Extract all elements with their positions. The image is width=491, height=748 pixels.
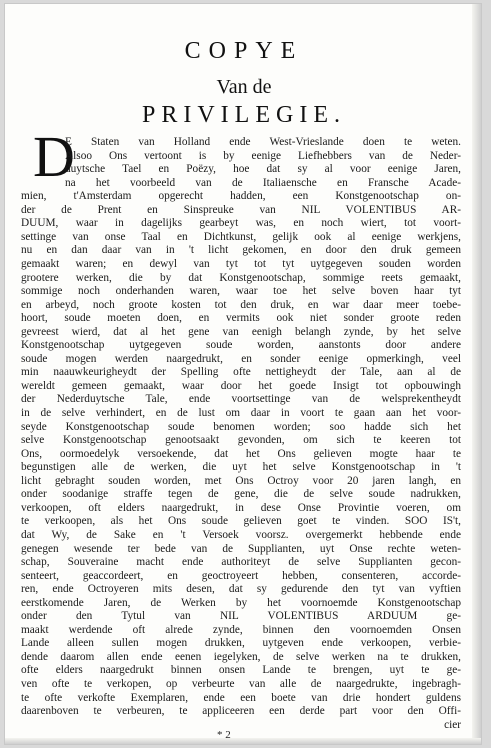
text-line: te ofte verkofte Exemplaren, ende een boete van drie hondert guldens (21, 691, 461, 704)
text-line: ren, ende Octroyeren mits desen, dat sy gedurende den tyt van vyftien (21, 583, 461, 596)
text-line: Alsoo Ons vertoont is by eenige Liefhebbers van de Neder- (65, 149, 461, 162)
text-line: Ons, oormoedelyk versoekende, dat het Ons gelieven mogte haar te (21, 447, 461, 460)
text-line: cier (444, 719, 461, 732)
text-line: gevreest wierd, dat al het gene van eenigh belangh zynde, by het selve (21, 325, 461, 338)
text-line: der de Prent en Sinspreuke van NIL VOLENTIBUS AR- (21, 203, 461, 216)
text-line: seyde Konstgenootschap soude benomen worden; soo hadde sich het (21, 420, 461, 433)
heading-privilegie: PRIVILEGIE. (142, 102, 346, 128)
text-line: te verkoopen, als het Ons soude gelieven goet te vinden. SOO IS't, (21, 515, 461, 528)
text-line: daarenboven te verbeuren, te appliceeren een derde part voor den Offi- (21, 705, 461, 718)
text-line: eerstkomende Jaren, de Werken by het voornoemde Konstgenootschap (21, 596, 461, 609)
text-line: licht gebraght souden worden, met Ons Octroy voor 20 jaren langh, en (21, 474, 461, 487)
text-line: hoort, soude moeten doen, en vermits ook niet sonder groote reden (21, 312, 461, 325)
page-edge-bottom (5, 738, 481, 744)
text-line: in de selve verhindert, en de lust om daar in voort te gaan aan het voor- (21, 407, 461, 419)
text-line: wereldt gemeen gemaakt, waar door het goede Insigt tot opbouwingh (21, 379, 461, 392)
text-line: sommige noch onderhanden waren, waar toe het selve boven haar tyt (21, 285, 461, 298)
text-line: mien, t'Amsterdam opgerecht hadden, een Konstgenootschap on- (21, 190, 461, 203)
drop-cap: D (33, 124, 75, 189)
text-line: ven ofte te verkopen, op verbeurte van alle de naargedrukte, ingebragh- (21, 678, 461, 690)
text-line: gemaakt waren; en dewyl van tyt tot tyt uytgegeven souden worden (21, 257, 461, 270)
heading-van-de: Van de (216, 76, 272, 98)
text-line: verkoopen, oft elders naargedrukt, in dese Onse Provintie voeren, om (21, 501, 461, 514)
text-line: maakt werdende oft alrede zynde, binnen den voornoemden Onsen (21, 623, 461, 636)
text-line: selve Konstgenootschap genootsaakt gevonden, om sich te keeren tot (21, 434, 461, 447)
text-line: soude mogen werden naargedrukt, en sonder eenige opmerkingh, veel (21, 352, 461, 365)
text-line: onder soodanige straffe tegen de gene, die de selve soude nadrukken, (21, 488, 461, 501)
heading-copye: COPYE (184, 38, 304, 64)
text-line: grootere werken, die by dat Konstgenootschap, sommige reets gemaakt, (21, 271, 461, 284)
text-line: na het voorbeeld van de Italiaensche en Fransche Acade- (65, 176, 461, 189)
text-line: E Staten van Holland ende West-Vrieslande doen te weten. (65, 136, 461, 148)
text-line: duytsche Tael en Poëzy, hoe dat sy al voor eenige Jaren, (65, 163, 461, 176)
text-line: begunstigen alle de werken, die uyt het selve Konstgenootschap in 't (21, 461, 461, 474)
text-line: Konstgenootschap uytgegeven soude worden, aanstonts door andere (21, 339, 461, 352)
text-line: onder den Tytul van NIL VOLENTIBUS ARDUUM ge- (21, 610, 461, 623)
text-line: nu en dan daar van in 't licht gekomen, en door den druk gemeen (21, 244, 461, 257)
text-line: ofte elders naargedrukt binnen onsen Lande te brengen, uyt te ge- (21, 664, 461, 677)
text-line: der Nederduytsche Tale, ende voortsettinge van de welsprekentheydt (21, 393, 461, 406)
text-line: settinge van onse Taal en Dichtkunst, gelijk ook al eenige werkjens, (21, 230, 461, 243)
text-line: en arbeyd, noch groote kosten tot den druk, en war daar meer toebe- (21, 298, 461, 311)
text-line: DUUM, waar in dagelijks gearbeyt was, en noch wiert, tot voort- (21, 217, 461, 230)
text-line: min naauwkeurigheydt der Spelling ofte nettigheydt der Tale, aan al de (21, 366, 461, 379)
text-line: senteert, geaccordeert, en geoctroyeert hebben, consenteren, accorde- (21, 569, 461, 582)
book-page (4, 3, 482, 745)
text-line: Lande alleen sullen mogen drukken, uytgeven ende verkoopen, verbie- (21, 637, 461, 650)
text-line: schap, Souveraine macht ende authoriteyt de selve Supplianten gecon- (21, 556, 461, 569)
text-line: genegen wesende ter bede van de Supplianten, uyt Onse rechte weten- (21, 542, 461, 555)
text-line: dende daarom allen ende eenen iegelyken, de selve werken na te drukken, (21, 650, 461, 663)
signature-mark: * 2 (217, 729, 231, 741)
text-line: dat Wy, de Sake en 't Versoek voorsz. overgemerkt hebbende ende (21, 528, 461, 541)
